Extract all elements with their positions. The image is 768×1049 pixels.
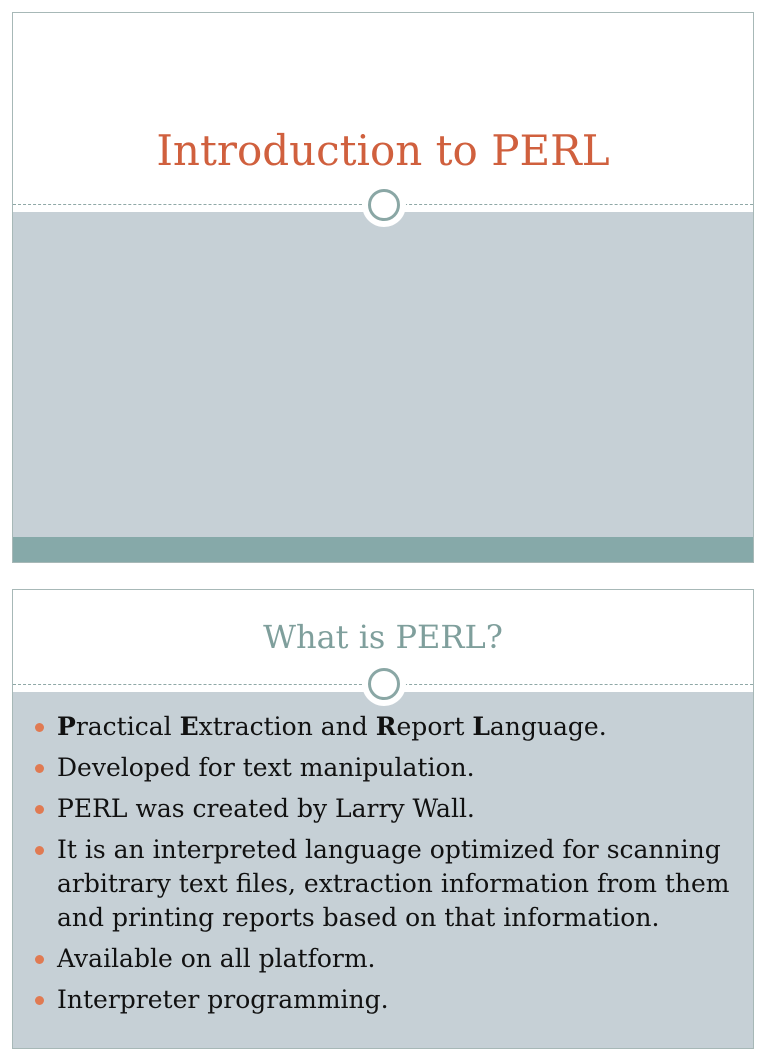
acronym-rest: xtraction and — [198, 712, 376, 741]
bullet-item — [13, 833, 753, 935]
bullet-text: Available on all platform. — [57, 944, 376, 973]
bullet-dot-icon — [35, 996, 44, 1005]
circle-ornament-icon — [362, 183, 406, 227]
bullet-text: It is an interpreted language optimized for scanning arbitrary text files, extraction information from them and printing reports based on that information. — [57, 835, 730, 932]
acronym-rest: ractical — [75, 712, 180, 741]
circle-ornament-icon — [362, 662, 406, 706]
title-area — [13, 13, 753, 205]
bullet-text: PERL was created by Larry Wall. — [57, 794, 475, 823]
bullet-item — [13, 710, 753, 744]
acronym-rest: anguage. — [489, 712, 607, 741]
bullet-item — [13, 751, 753, 785]
slide-title — [12, 12, 754, 563]
acronym-initial: R — [375, 712, 397, 741]
bullet-dot-icon — [35, 805, 44, 814]
slide-title-text: Introduction to PERL — [156, 126, 610, 175]
footer-band — [13, 537, 753, 563]
acronym-initial: L — [472, 712, 490, 741]
bullet-item — [13, 983, 753, 1017]
slide-body — [13, 212, 753, 537]
bullet-text: Developed for text manipulation. — [57, 753, 475, 782]
bullet-text: Interpreter programming. — [57, 985, 389, 1014]
slide-heading: What is PERL? — [263, 618, 503, 656]
bullet-dot-icon — [35, 846, 44, 855]
slide-what-is-perl — [12, 589, 754, 1049]
acronym-rest: eport — [396, 712, 473, 741]
bullet-dot-icon — [35, 955, 44, 964]
acronym-initial: E — [179, 712, 199, 741]
acronym-initial: P — [57, 712, 76, 741]
bullet-list — [13, 710, 753, 1024]
bullet-dot-icon — [35, 723, 44, 732]
bullet-item — [13, 942, 753, 976]
bullet-dot-icon — [35, 764, 44, 773]
bullet-item — [13, 792, 753, 826]
